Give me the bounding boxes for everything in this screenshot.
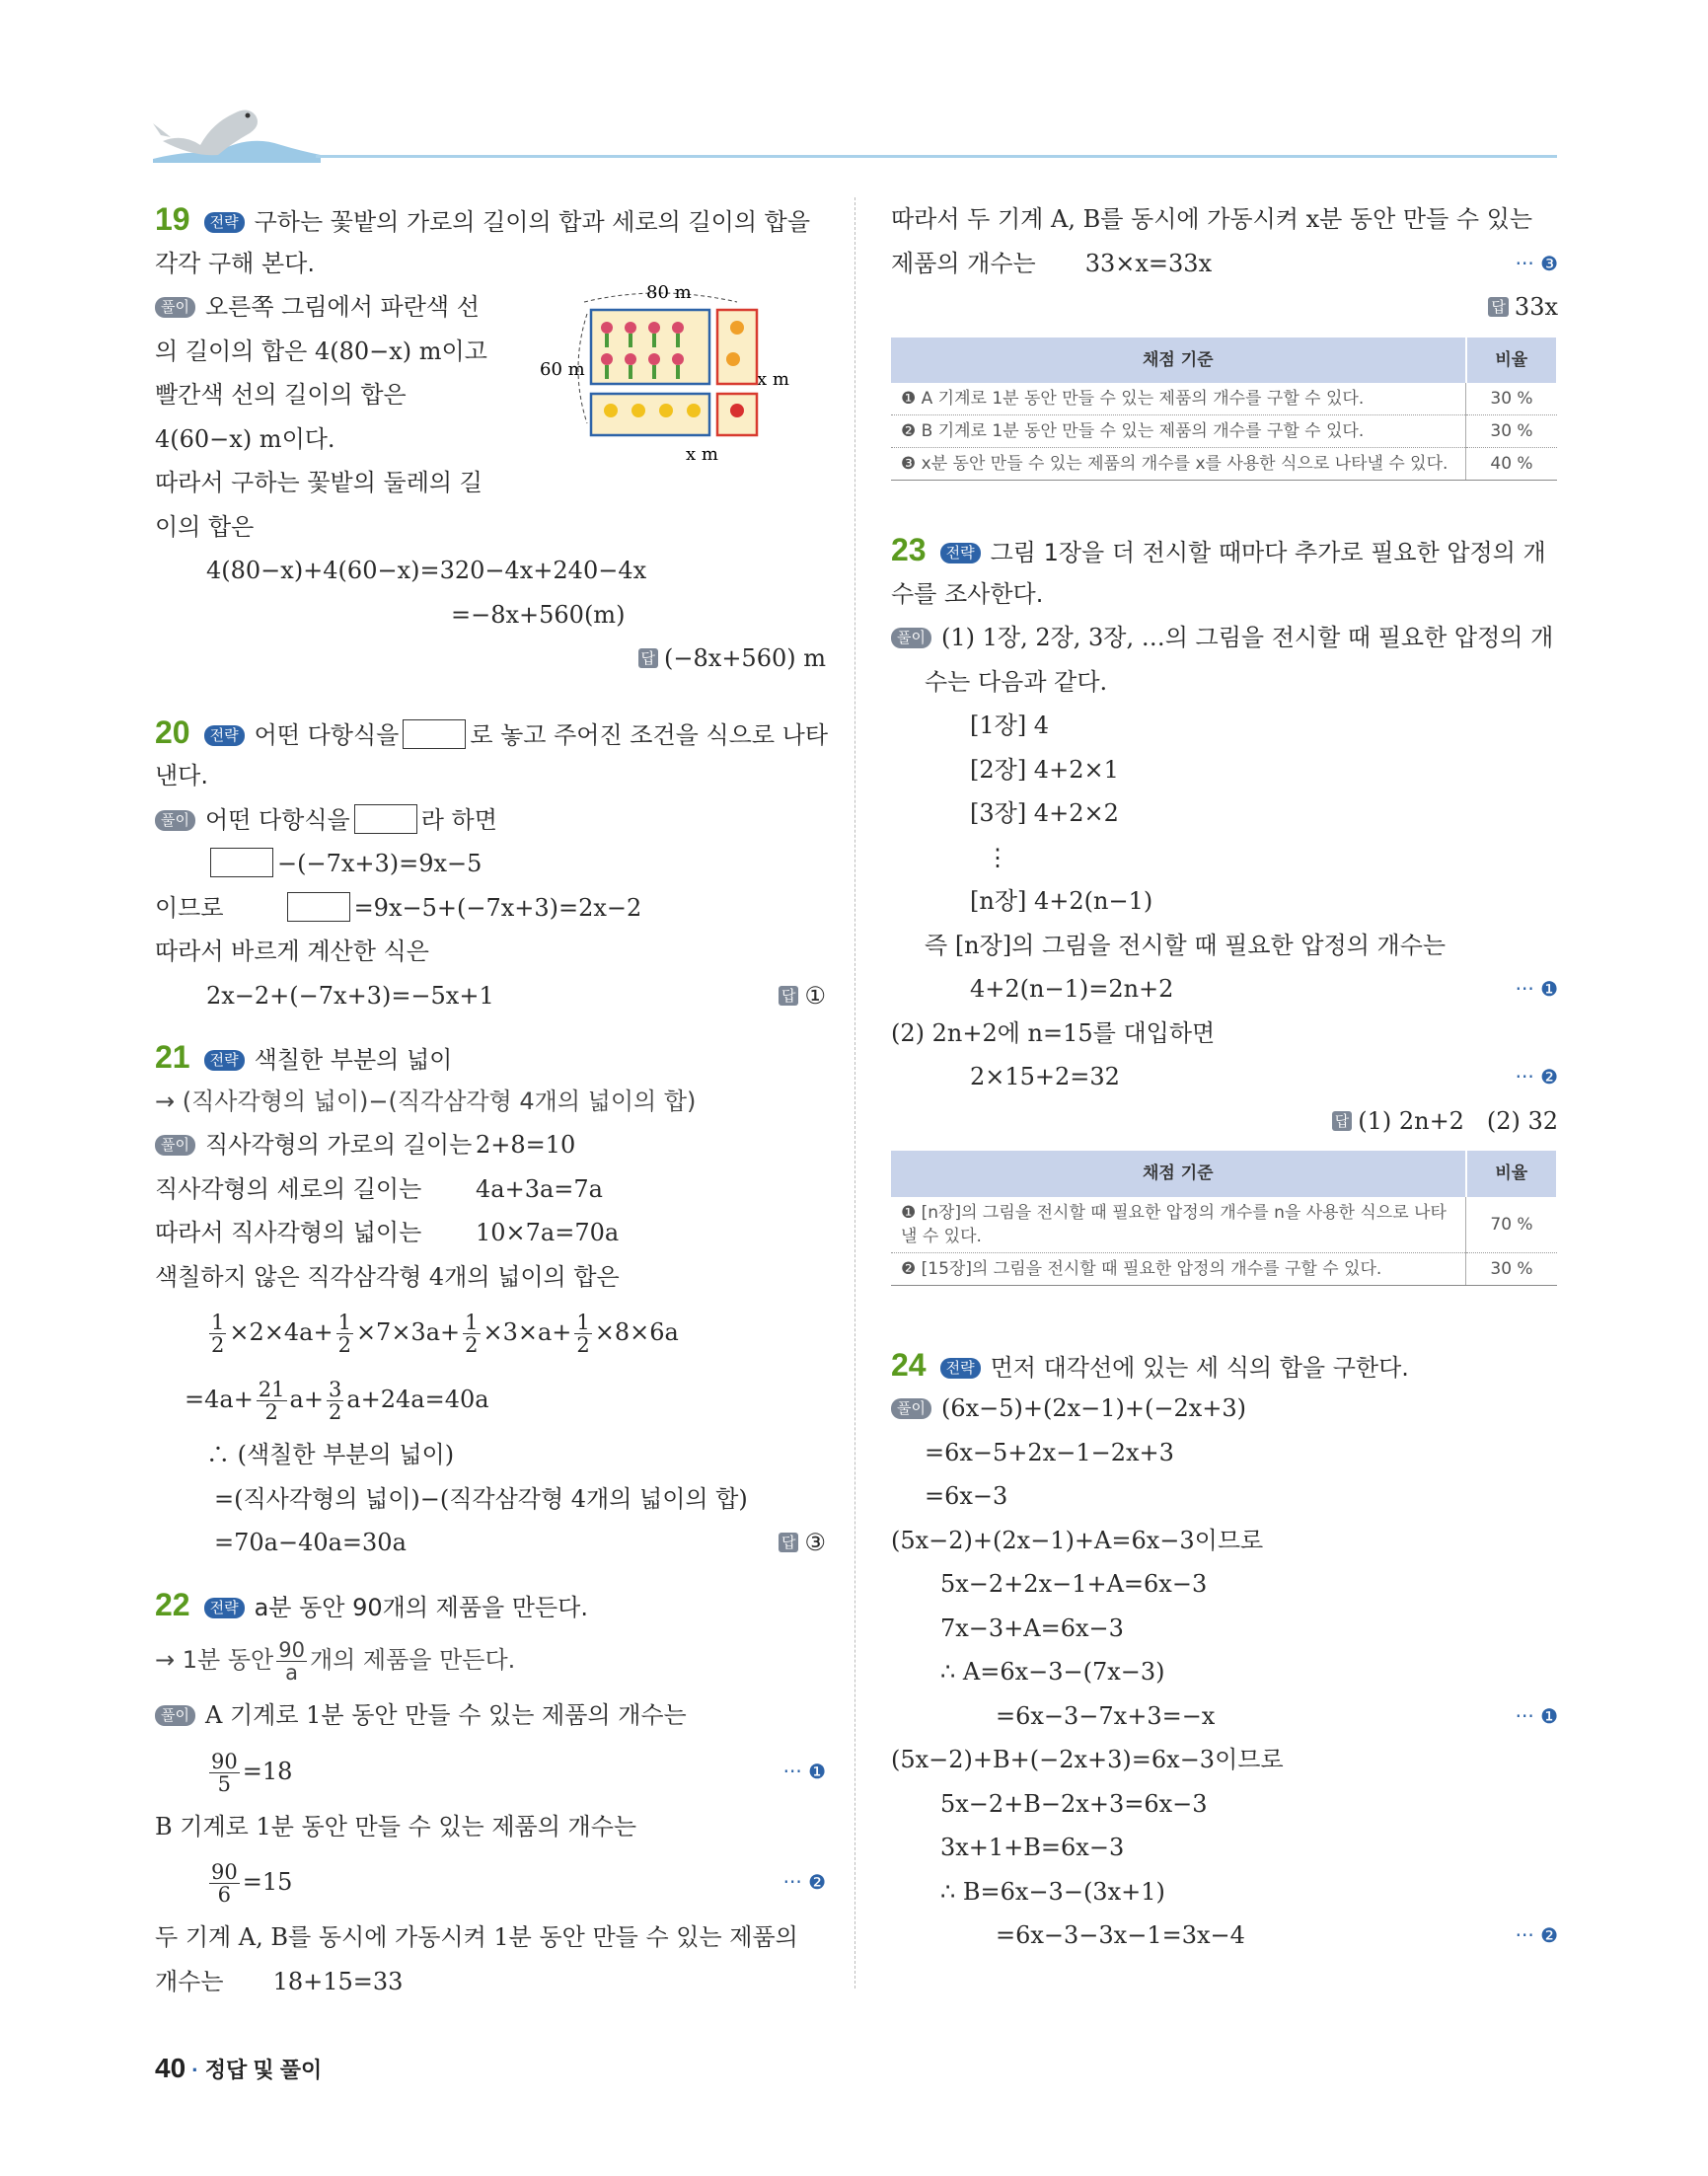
sequence-line: [3장] 4+2×2 [970,799,1119,827]
equation-line: (5x−2)+(2x−1)+A=6x−3이므로 [891,1526,1264,1554]
strategy-text: 어떤 다항식을 [254,720,400,749]
problem-19 [155,197,826,681]
blank-box [403,719,466,749]
equation-line: −(−7x+3)=9x−5 [277,850,483,877]
solution-line: 4(60−x) m이다. [155,424,335,453]
solution-line: 따라서 직사각형의 넓이는 [155,1219,422,1246]
seal-mascot-icon [153,94,321,163]
problem-number: 19 [155,201,190,237]
solution-line: 오른쪽 그림에서 파란색 선 [204,293,480,321]
solution-line: 라 하면 [420,805,497,834]
problem-22-continued [891,197,1558,481]
equation-line: ∴ B=6x−3−(3x+1) [940,1877,1165,1906]
problem-number: 24 [891,1346,927,1383]
fraction: $\frac{1}{2}$ [576,1311,590,1357]
answer-text: (−8x+560) m [664,644,826,672]
answer-badge: 답 [779,986,799,1006]
strategy-badge: 전략 [204,725,245,746]
strategy-badge: 전략 [940,1358,981,1379]
problem-23 [891,528,1558,1286]
strategy-badge: 전략 [204,1050,245,1071]
solution-line: 의 길이의 합은 4(80−x) m이고 [155,337,487,365]
grading-header: 비율 [1466,338,1558,384]
fraction: $\frac{21}{2}$ [258,1378,285,1424]
answer-badge: 답 [779,1533,799,1552]
sequence-line: [2장] 4+2×1 [970,755,1119,784]
strategy-arrow-text: → (직사각형의 넓이)−(직각삼각형 4개의 넓이의 합) [155,1087,697,1115]
answer-badge: 답 [1488,297,1509,317]
equation-line: $\frac{90}{5}$ =18 ··· ❶ [155,1738,826,1805]
fraction: $\frac{1}{2}$ [337,1311,351,1357]
solution-line: ∴ (색칠한 부분의 넓이) [206,1441,455,1468]
strategy-text: 구하는 꽃밭의 가로의 길이의 합과 세로의 길이의 합을 [254,208,811,236]
equation-line: 5x−2+B−2x+3=6x−3 [940,1789,1208,1818]
sequence-line: ⋮ [986,843,1009,871]
blank-box [354,804,417,834]
dim-right-label: x m [757,369,789,390]
strategy-arrow-text: → 1분 동안 $\frac{90}{a}$ 개의 제품을 만든다. [155,1637,516,1685]
fraction: $\frac{90}{5}$ [211,1749,238,1796]
step-marker: ··· ❷ [1515,1065,1558,1088]
equation-line: =4a+ $\frac{21}{2}$ a+ $\frac{3}{2}$ a+24a=40a [185,1378,489,1424]
problem-20 [155,711,829,1018]
grading-header: 채점 기준 [891,338,1466,384]
grading-header: 채점 기준 [891,1151,1466,1197]
equation-line: $\frac{1}{2}$ ×2×4a+ $\frac{1}{2}$ ×7×3a+ $\frac{1}{2}$ ×3×a+ $\frac{1}{2}$ ×8×6a [211,1311,679,1357]
sequence-line: [1장] 4 [970,712,1050,739]
grading-header: 비율 [1466,1151,1558,1197]
grading-table [891,338,1558,482]
solution-line: 개수는 [155,1967,224,1995]
equation-line: 4+2(n−1)=2n+2 [970,975,1174,1003]
strategy-badge: 전략 [940,543,981,563]
solution-line: 따라서 두 기계 A, B를 동시에 가동시켜 x분 동안 만들 수 있는 [891,205,1533,233]
equation-value: 4a+3a=7a [476,1174,603,1203]
equation-value: 33×x=33x [1084,249,1213,277]
strategy-text: 각각 구해 본다. [155,249,315,277]
page-number: 40 [155,2053,186,2083]
equation-line: (5x−2)+B+(−2x+3)=6x−3이므로 [891,1746,1284,1773]
equation-line: =6x−5+2x−1−2x+3 [925,1438,1174,1466]
blank-box [210,848,273,877]
equation-line: (6x−5)+(2x−1)+(−2x+3) [940,1394,1247,1422]
solution-badge: 풀이 [891,1398,931,1419]
table-row: ❶ A 기계로 1분 동안 만들 수 있는 제품의 개수를 구할 수 있다. 30 % [891,383,1557,415]
answer-badge: 답 [1332,1111,1353,1131]
header-rule [316,155,1557,158]
dim-bottom-label: x m [686,444,718,463]
solution-badge: 풀이 [155,297,195,318]
solution-line: 두 기계 A, B를 동시에 가동시켜 1분 동안 만들 수 있는 제품의 [155,1923,798,1951]
strategy-text: 색칠한 부분의 넓이 [254,1046,453,1074]
answer-text: (1) 2n+2 (2) 32 [1358,1106,1558,1135]
solution-line: (1) 1장, 2장, 3장, …의 그림을 전시할 때 필요한 압정의 개 [940,624,1554,651]
solution-line: 색칠하지 않은 직각삼각형 4개의 넓이의 합은 [155,1262,620,1291]
step-marker: ··· ❸ [1515,251,1558,275]
solution-badge: 풀이 [891,628,931,648]
page-footer [155,2053,322,2084]
dim-top-label: 80 m [646,282,692,303]
solution-line: B 기계로 1분 동안 만들 수 있는 제품의 개수는 [155,1812,637,1840]
sequence-line: [n장] 4+2(n−1) [970,887,1153,915]
step-marker: ··· ❷ [1515,1923,1558,1947]
table-row: ❷ [15장]의 그림을 전시할 때 필요한 압정의 개수를 구할 수 있다. 30 % [891,1252,1557,1285]
table-row: ❶ [n장]의 그림을 전시할 때 필요한 압정의 개수를 n을 사용한 식으로 나타낼 수 있다. 70 % [891,1197,1557,1253]
answer-text: ③ [804,1529,826,1556]
answer-text: 33x [1514,293,1558,321]
solution-line: 이의 합은 [155,512,255,541]
solution-badge: 풀이 [155,1705,195,1726]
solution-line: 제품의 개수는 [891,249,1036,277]
solution-line: 빨간색 선의 길이의 합은 [155,381,407,409]
equation-value: 2+8=10 [476,1131,576,1159]
equation-line: $\frac{90}{6}$ =15 ··· ❷ [155,1848,826,1915]
strategy-text: a분 동안 90개의 제품을 만든다. [254,1593,588,1621]
fraction: $\frac{90}{a}$ [278,1637,305,1685]
fraction: $\frac{90}{6}$ [211,1860,238,1907]
equation-line: 7x−3+A=6x−3 [940,1613,1124,1642]
solution-line: 어떤 다항식을 [204,805,350,834]
equation-line: 4(80−x)+4(60−x)=320−4x+240−4x [206,557,647,584]
strategy-badge: 전략 [204,1598,245,1618]
blank-box [287,892,350,922]
equation-line: ∴ A=6x−3−(7x−3) [940,1658,1165,1686]
strategy-text: 로 놓고 주어진 조건을 식으로 나타 [470,720,829,749]
equation-line: =70a−40a=30a [214,1529,407,1556]
equation-value: 10×7a=70a [476,1219,620,1246]
strategy-badge: 전략 [204,212,245,233]
step-marker: ··· ❷ [782,1870,826,1894]
step-marker: ··· ❶ [1515,1703,1558,1728]
solution-line: A 기계로 1분 동안 만들 수 있는 제품의 개수는 [204,1701,687,1729]
equation-value: 18+15=33 [272,1967,404,1995]
solution-line: 직사각형의 가로의 길이는 [204,1131,473,1159]
equation-line: =(직사각형의 넓이)−(직각삼각형 4개의 넓이의 합) [214,1484,748,1513]
solution-line: (2) 2n+2에 n=15를 대입하면 [891,1018,1216,1047]
step-marker: ··· ❶ [1515,977,1558,1001]
footer-label: 정답 및 풀이 [204,2058,323,2082]
column-divider [854,197,855,1988]
solution-line: 이므로 [155,893,224,922]
solution-line: 따라서 바르게 계산한 식은 [155,938,429,965]
footer-separator: · [191,2058,199,2082]
answer-text: ① [804,981,826,1010]
table-row: ❷ B 기계로 1분 동안 만들 수 있는 제품의 개수를 구할 수 있다. 30 % [891,415,1557,448]
left-column [155,197,829,2003]
equation-line: =−8x+560(m) [451,600,626,629]
equation-line: 5x−2+2x−1+A=6x−3 [940,1570,1208,1598]
problem-number: 20 [155,713,190,750]
solution-line: 수는 다음과 같다. [925,667,1108,696]
problem-number: 23 [891,532,927,567]
strategy-text: 낸다. [155,762,208,789]
solution-line: 직사각형의 세로의 길이는 [155,1174,422,1203]
problem-22 [155,1583,826,2004]
equation-line: 3x+1+B=6x−3 [940,1834,1125,1861]
fraction: $\frac{3}{2}$ [328,1378,342,1424]
strategy-text: 그림 1장을 더 전시할 때마다 추가로 필요한 압정의 개 [990,539,1546,566]
strategy-text: 수를 조사한다. [891,579,1044,608]
solution-line: 따라서 구하는 꽃밭의 둘레의 길 [155,469,483,496]
equation-line: =6x−3 [925,1482,1008,1510]
answer-badge: 답 [638,648,659,668]
problem-number: 22 [155,1586,190,1622]
right-column [891,197,1558,1958]
solution-badge: 풀이 [155,810,195,831]
flower-garden-figure [540,280,796,463]
problem-21 [155,1035,826,1565]
grading-table [891,1151,1558,1286]
dim-left-label: 60 m [540,359,585,380]
solution-badge: 풀이 [155,1135,195,1156]
solution-line: 즉 [n장]의 그림을 전시할 때 필요한 압정의 개수는 [925,931,1447,959]
fraction: $\frac{1}{2}$ [211,1311,225,1357]
problem-number: 21 [155,1039,190,1075]
equation-line: =6x−3−3x−1=3x−4 [996,1921,1245,1949]
problem-24 [891,1343,1558,1958]
fraction: $\frac{1}{2}$ [465,1311,479,1357]
equation-line: 2x−2+(−7x+3)=−5x+1 [206,981,494,1010]
equation-line: =6x−3−7x+3=−x [996,1701,1216,1730]
step-marker: ··· ❶ [782,1759,826,1783]
strategy-text: 먼저 대각선에 있는 세 식의 합을 구한다. [990,1353,1409,1382]
table-row: ❸ x분 동안 만들 수 있는 제품의 개수를 x를 사용한 식으로 나타낼 수 있다. 40 % [891,448,1557,481]
equation-line: 2×15+2=32 [970,1063,1120,1090]
equation-line: =9x−5+(−7x+3)=2x−2 [353,893,642,922]
